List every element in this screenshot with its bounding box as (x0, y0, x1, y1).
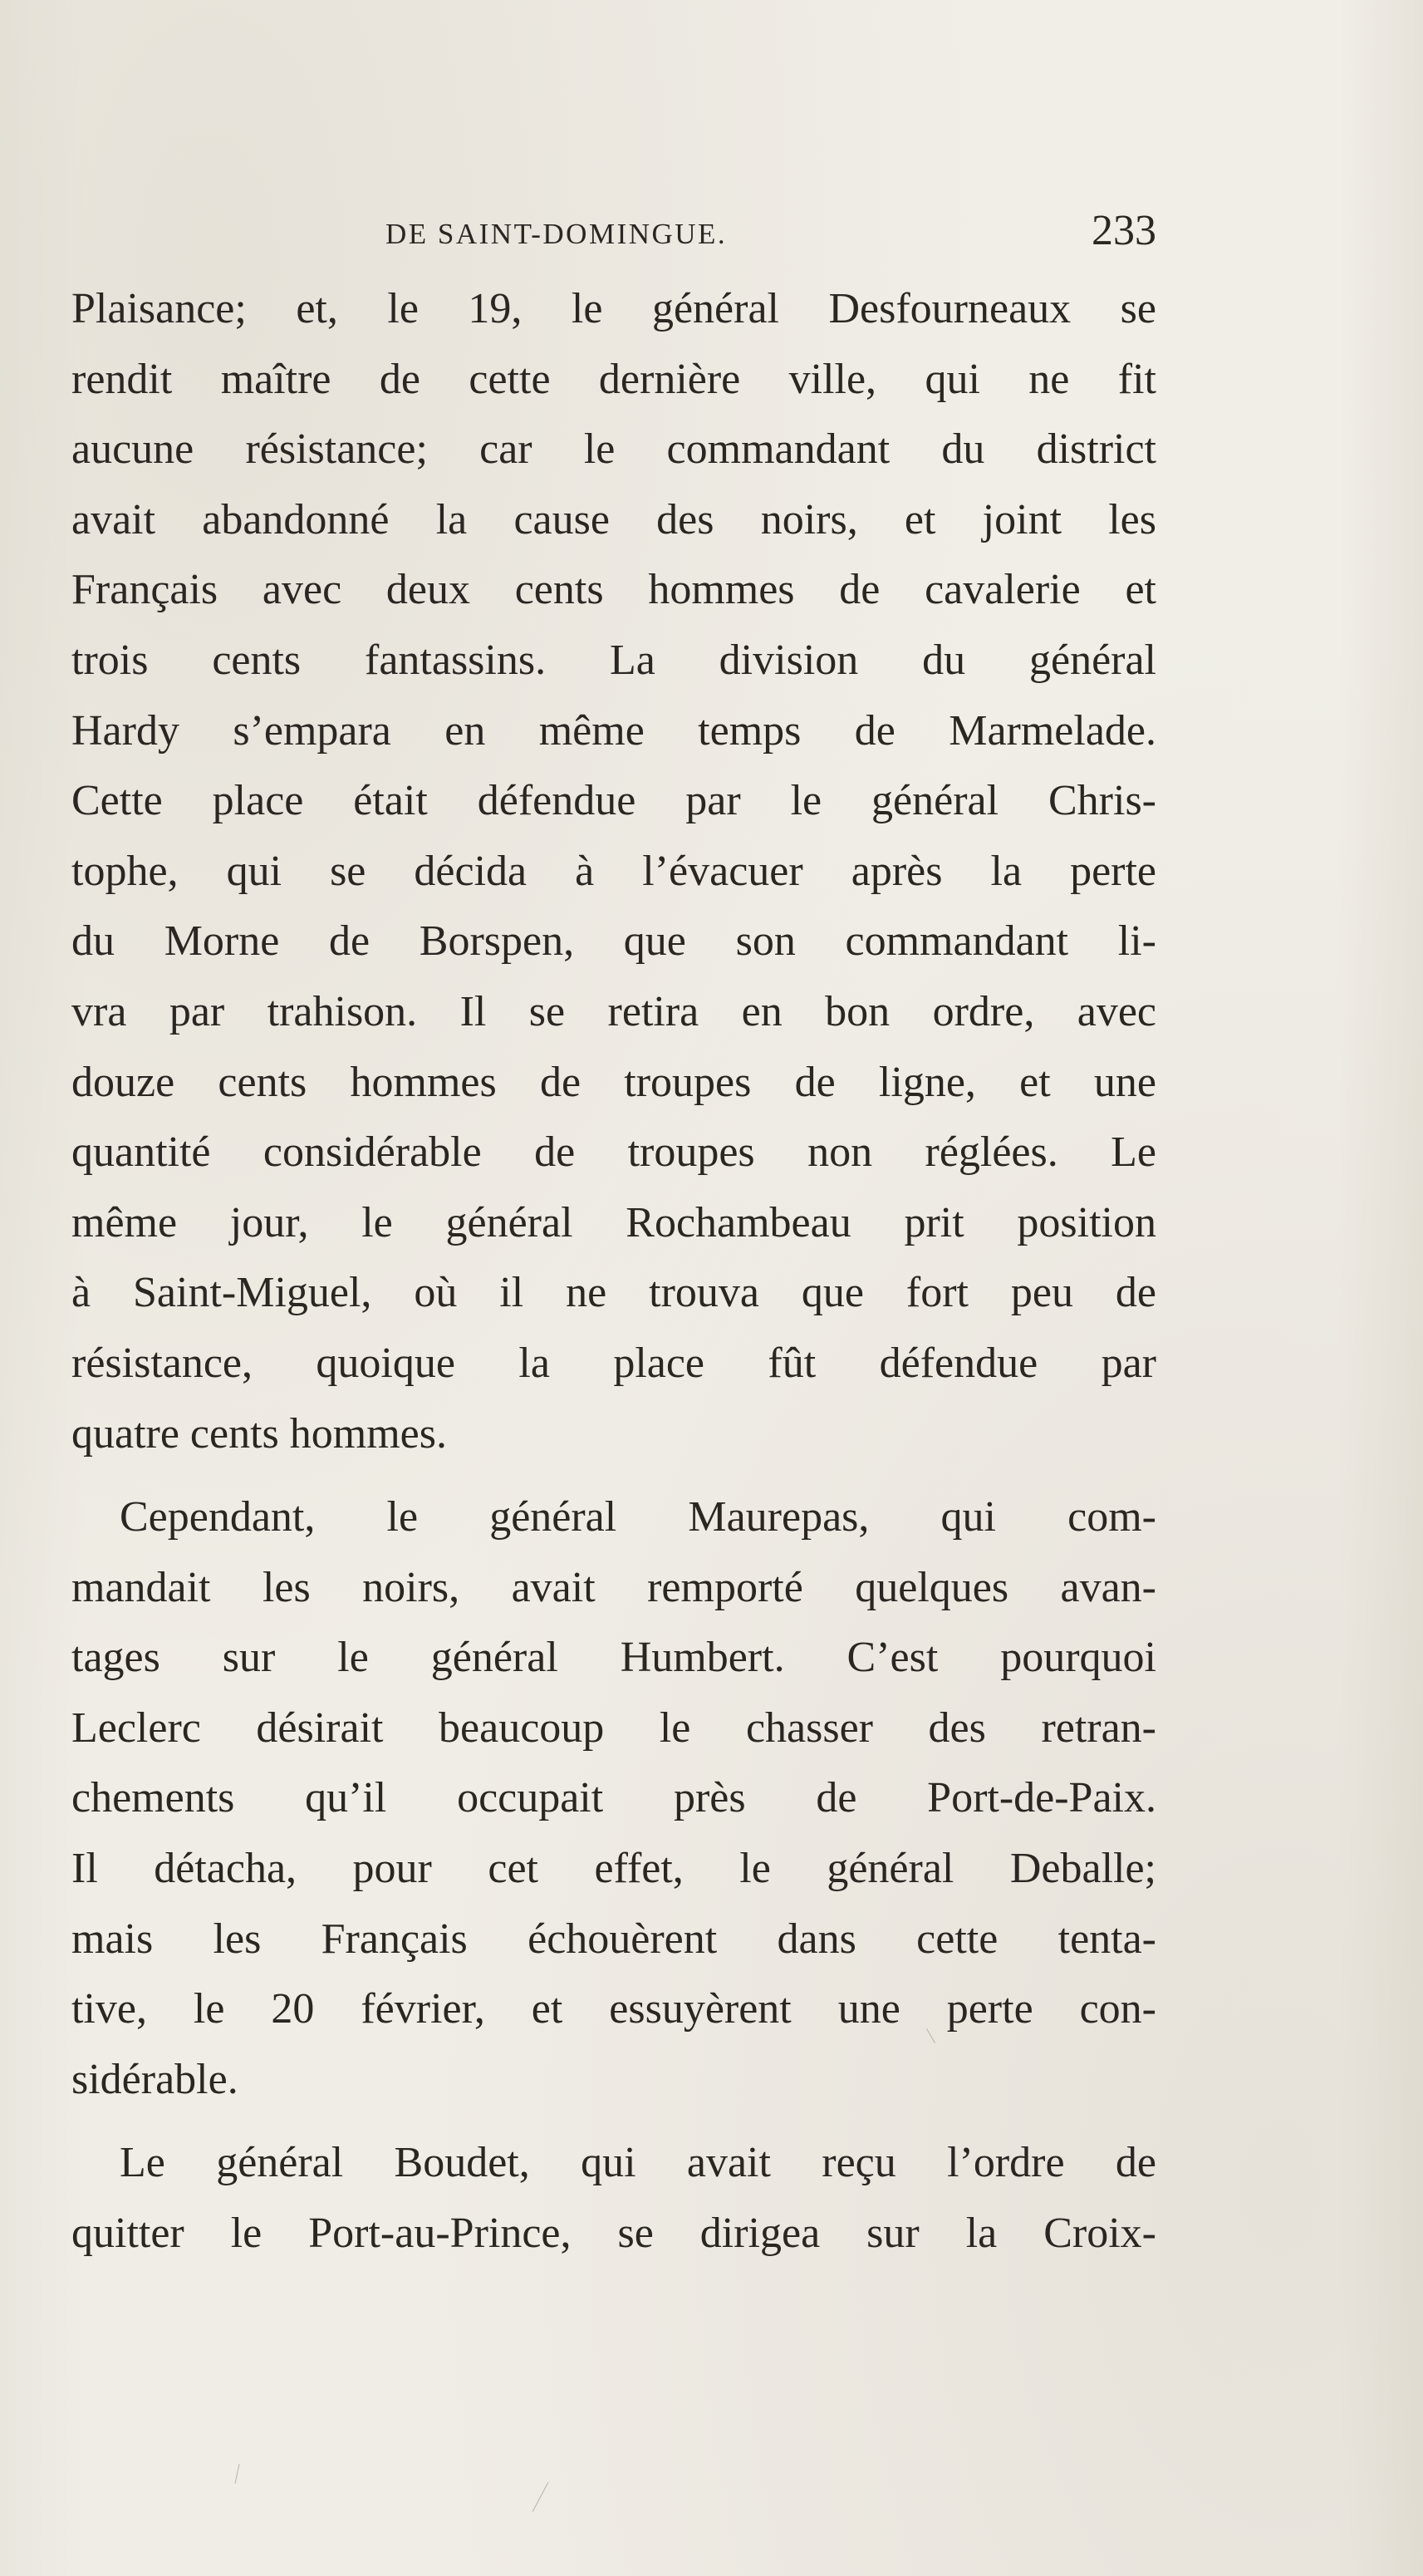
text-line: quitter le Port-au-Prince, se dirigea sur la Croix- (71, 2210, 1156, 2258)
page-header (71, 206, 1156, 273)
text-line: mais les Français échouèrent dans cette tenta- (71, 1915, 1156, 1963)
text-line: tages sur le général Humbert. C’est pourquoi (71, 1634, 1156, 1682)
text-line: aucune résistance; car le commandant du district (71, 425, 1156, 474)
text-line: résistance, quoique la place fût défendue par (71, 1339, 1156, 1387)
text-line: même jour, le général Rochambeau prit position (71, 1198, 1156, 1246)
text-line: mandait les noirs, avait remporté quelques avan- (71, 1563, 1156, 1611)
running-head: DE SAINT-DOMINGUE. (385, 218, 728, 250)
body-text (71, 274, 1156, 2269)
text-line: rendit maître de cette dernière ville, qui ne fit (71, 355, 1156, 403)
text-line: quantité considérable de troupes non réglées. Le (71, 1128, 1156, 1177)
text-line: vra par trahison. Il se retira en bon ordre, avec (71, 987, 1156, 1035)
paragraph-gap (71, 2115, 1156, 2128)
paragraph-gap (71, 1469, 1156, 1482)
text-line: à Saint-Miguel, où il ne trouva que fort peu de (71, 1269, 1156, 1317)
text-line: Il détacha, pour cet effet, le général Deballe; (71, 1845, 1156, 1893)
text-line: Le général Boudet, qui avait reçu l’ordre de (120, 2139, 1156, 2187)
text-line: du Morne de Borspen, que son commandant li- (71, 917, 1156, 966)
text-line: sidérable. (71, 2055, 238, 2103)
paper-mark (532, 2482, 549, 2512)
text-line: Leclerc désirait beaucoup le chasser des retran- (71, 1703, 1156, 1752)
text-line: tive, le 20 février, et essuyèrent une perte con- (71, 1985, 1156, 2033)
text-line: Cependant, le général Maurepas, qui com- (120, 1493, 1156, 1541)
text-line: Cette place était défendue par le général Chris- (71, 777, 1156, 825)
page-number: 233 (1092, 207, 1156, 254)
text-line: quatre cents hommes. (71, 1409, 447, 1458)
text-line: Hardy s’empara en même temps de Marmelade. (71, 706, 1156, 755)
text-line: trois cents fantassins. La division du général (71, 636, 1156, 684)
text-line: avait abandonné la cause des noirs, et joint les (71, 495, 1156, 543)
text-line: Plaisance; et, le 19, le général Desfourneaux se (71, 285, 1156, 332)
text-line: Français avec deux cents hommes de cavalerie et (71, 566, 1156, 614)
text-line: chements qu’il occupait près de Port-de-Paix. (71, 1774, 1156, 1822)
text-line: tophe, qui se décida à l’évacuer après la perte (71, 847, 1156, 895)
text-line: douze cents hommes de troupes de ligne, et une (71, 1058, 1156, 1106)
paper-mark (235, 2464, 240, 2484)
